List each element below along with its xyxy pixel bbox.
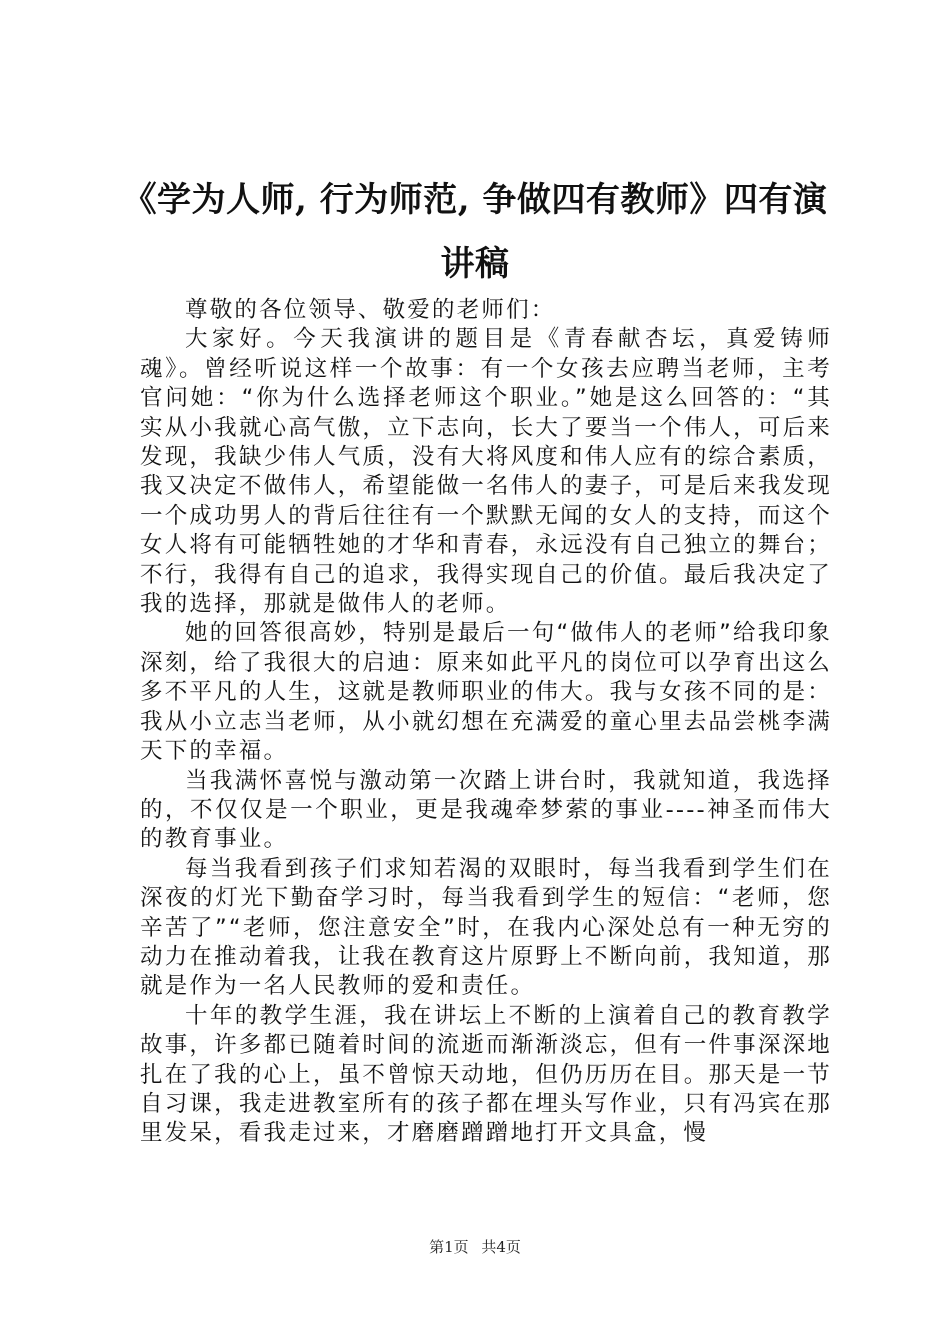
title-line-1: 《学为人师, 行为师范, 争做四有教师》四有演: [122, 180, 828, 220]
document-body: [140, 296, 832, 1149]
body-paragraph: 她的回答很高妙，特别是最后一句“做伟人的老师”给我印象深刻，给了我很大的启迪：原来如此平凡的岗位可以孕育出这么多不平凡的人生，这就是教师职业的伟大。我与女孩不同的是：我从小立志当老师，从小就幻想在充满爱的童心里去品尝桃李满天下的幸福。: [140, 620, 832, 765]
body-paragraph: 每当我看到孩子们求知若渴的双眼时，每当我看到学生们在深夜的灯光下勤奋学习时，每当我看到学生的短信：“老师，您辛苦了”“老师，您注意安全”时，在我内心深处总有一种无穷的动力在推动着我，让我在教育这片原野上不断向前，我知道，那就是作为一名人民教师的爱和责任。: [140, 855, 832, 1000]
body-paragraph: 当我满怀喜悦与激动第一次踏上讲台时，我就知道，我选择的，不仅仅是一个职业，更是我魂牵梦萦的事业----神圣而伟大的教育事业。: [140, 767, 832, 853]
page-number: 第1页: [429, 1238, 469, 1256]
body-paragraph: 十年的教学生涯，我在讲坛上不断的上演着自己的教育教学故事，许多都已随着时间的流逝而渐渐淡忘，但有一件事深深地扎在了我的心上，虽不曾惊天动地，但仍历历在目。那天是一节自习课，我走进教室所有的孩子都在埋头写作业，只有冯宾在那里发呆，看我走过来，才磨磨蹭蹭地打开文具盒，慢: [140, 1002, 832, 1147]
page-footer: [0, 1236, 950, 1257]
page-total: 共4页: [481, 1238, 521, 1256]
title-line-2: 讲稿: [440, 244, 510, 284]
body-paragraph: 大家好。今天我演讲的题目是《青春献杏坛，真爱铸师魂》。曾经听说这样一个故事：有一个女孩去应聘当老师，主考官问她：“你为什么选择老师这个职业。”她是这么回答的：“其实从小我就心高气傲，立下志向，长大了要当一个伟人，可后来发现，我缺少伟人气质，没有大将风度和伟人应有的综合素质，我又决定不做伟人，希望能做一名伟人的妻子，可是后来我发现一个成功男人的背后往往有一个默默无闻的女人的支持，而这个女人将有可能牺牲她的才华和青春，永远没有自己独立的舞台；不行，我得有自己的追求，我得实现自己的价值。最后我决定了我的选择，那就是做伟人的老师。: [140, 326, 832, 618]
document-title: [100, 168, 850, 296]
salutation-paragraph: 尊敬的各位领导、敬爱的老师们：: [185, 297, 556, 323]
